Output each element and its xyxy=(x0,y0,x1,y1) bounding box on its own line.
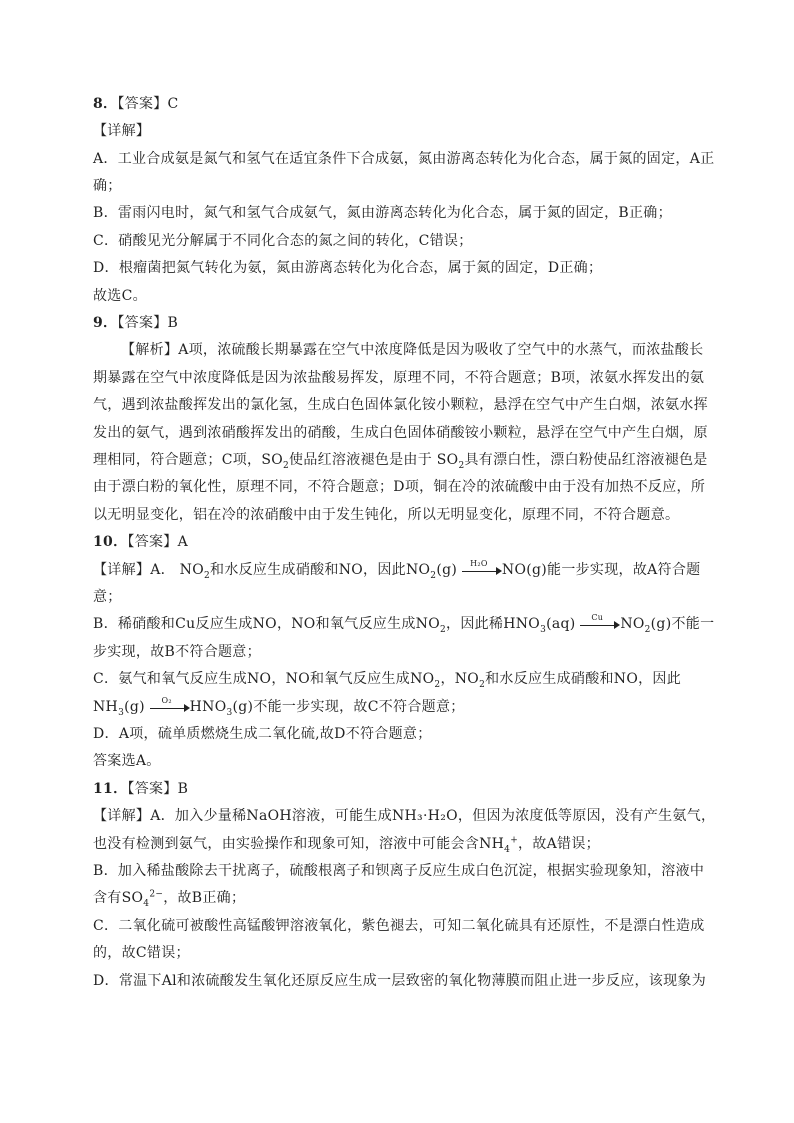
q10-line-c1: C．氨气和氧气反应生成NO，NO和氧气反应生成$NO_2$，$NO_2$和水反应生成硝酸和NO，因此 xyxy=(93,671,682,690)
q10-line-a1: 【详解】A． $NO_2$和水反应生成硝酸和NO，因此$NO_2(g)$ H₂O NO(g)能一步实现，故A符合题 xyxy=(93,559,701,581)
q8-line-c: C．硝酸见光分解属于不同化合态的氮之间的转化，C错误； xyxy=(93,233,473,249)
q10-number: 10． xyxy=(93,534,128,550)
q8-detail-heading: 【详解】 xyxy=(93,123,151,139)
q10-line-c2: $NH_3(g)$ O₂ $HNO_3(g)$不能一步实现，故C不符合题意； xyxy=(93,696,465,718)
q9-line-2: 期暴露在空气中浓度降低是因为浓盐酸易挥发，原理不同，不符合题意；B项，浓氨水挥发出的氨 xyxy=(93,370,705,386)
q8-number: 8． xyxy=(93,96,118,112)
q10-answer-header xyxy=(93,532,708,552)
q10-line-a2: 意； xyxy=(93,589,122,605)
q11-line-b1: B．加入稀盐酸除去干扰离子，硫酸根离子和钡离子反应生成白色沉淀，根据实验现象知，溶液中 xyxy=(93,863,705,879)
q11-number: 11． xyxy=(93,781,128,797)
q11-line-b2: 含有$SO_4^{2-}$，故B正确； xyxy=(93,889,246,909)
q9-line-6: 由于漂白粉的氧化性，原理不同，不符合题意；D项，铜在冷的浓硫酸中由于没有加热不反应，所 xyxy=(93,479,706,495)
reaction-arrow-icon: O₂ xyxy=(150,700,190,714)
q9-line-4: 发出的氨气，遇到浓硝酸挥发出的硝酸，生成白色固体硝酸铵小颗粒，悬浮在空气中产生白烟，原 xyxy=(93,425,708,441)
q11-line-a2: 也没有检测到氨气，由实验操作和现象可知，溶液中可能会含$NH_4^+$，故A错误； xyxy=(93,835,600,855)
q8-answer-header xyxy=(93,94,708,114)
reaction-arrow-icon: H₂O xyxy=(462,563,502,577)
q11-line-a1: 【详解】A．加入少量稀NaOH溶液，可能生成NH₃·H₂O，但因为浓度低等原因，没有产生氨气， xyxy=(93,808,716,824)
q10-line-b1: B．稀硝酸和Cu反应生成NO，NO和氧气反应生成$NO_2$，因此稀$HNO_3(aq)$ Cu $NO_2(g)$不能一 xyxy=(93,613,715,635)
q11-line-c1: C．二氧化硫可被酸性高锰酸钾溶液氧化，紫色褪去，可知二氧化硫具有还原性，不是漂白性造成 xyxy=(93,918,705,934)
q10-line-d: D．A项，硫单质燃烧生成二氧化硫,故D不符合题意； xyxy=(93,726,432,742)
q9-line-7: 以无明显变化，铝在冷的浓硝酸中由于发生钝化，所以无明显变化，原理不同，不符合题意。 xyxy=(93,507,680,523)
q8-line-b: B．雷雨闪电时，氮气和氢气合成氨气，氮由游离态转化为化合态，属于氮的固定，B正确； xyxy=(93,205,672,221)
q8-line-a2: 确； xyxy=(93,178,122,194)
reaction-arrow-icon: Cu xyxy=(580,617,620,631)
q8-answer: 【答案】C xyxy=(117,96,179,112)
q9-line-5: 理相同，符合题意；C项，$SO_2$使品红溶液褪色是由于 $SO_2$具有漂白性，漂白粉使品红溶液褪色是 xyxy=(93,452,708,471)
q9-number: 9． xyxy=(93,315,118,331)
q11-answer-header xyxy=(93,779,708,799)
q9-line-3: 气，遇到浓盐酸挥发出的氯化氢，生成白色固体氯化铵小颗粒，悬浮在空气中产生白烟，浓氨水挥 xyxy=(93,397,708,413)
q8-line-d: D．根瘤菌把氮气转化为氨，氮由游离态转化为化合态，属于氮的固定，D正确； xyxy=(93,260,603,276)
q10-line-b2: 步实现，故B不符合题意； xyxy=(93,644,261,660)
q10-answer: 【答案】A xyxy=(127,534,189,550)
q11-answer: 【答案】B xyxy=(127,781,189,797)
q9-answer: 【答案】B xyxy=(117,315,179,331)
q11-line-d1: D．常温下Al和浓硫酸发生氧化还原反应生成一层致密的氧化物薄膜而阻止进一步反应，该现象为 xyxy=(93,973,707,989)
q10-conclusion: 答案选A。 xyxy=(93,753,161,769)
q11-line-c2: 的，故C错误； xyxy=(93,945,190,961)
q8-conclusion: 故选C。 xyxy=(93,288,147,304)
q9-answer-header xyxy=(93,313,708,333)
q9-line-1: 【解析】A项，浓硫酸长期暴露在空气中浓度降低是因为吸收了空气中的水蒸气，而浓盐酸长 xyxy=(121,342,704,358)
q8-line-a1: A．工业合成氨是氮气和氢气在适宜条件下合成氨，氮由游离态转化为化合态，属于氮的固定，A正 xyxy=(93,151,715,167)
